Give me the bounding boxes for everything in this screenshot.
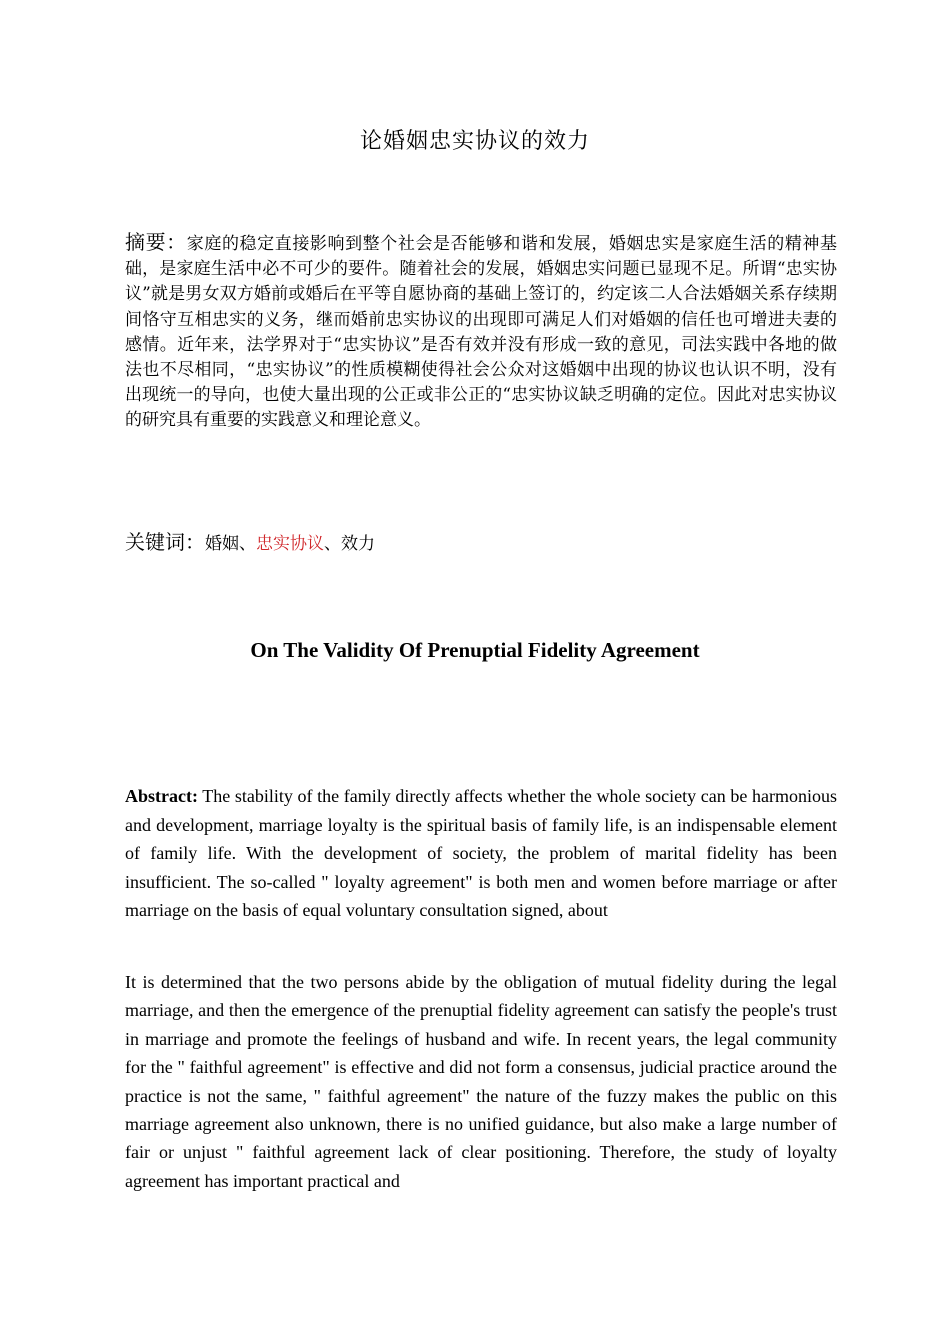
keyword-separator: 、 <box>239 534 256 554</box>
chinese-abstract-text: 家庭的稳定直接影响到整个社会是否能够和谐和发展，婚姻忠实是家庭生活的精神基础，是家庭生活中必不可少的要件。随着社会的发展，婚姻忠实问题已显现不足。所谓“忠实协议”就是男女双方婚前或婚后在平等自愿协商的基础上签订的，约定该二人合法婚姻关系存续期间恪守互相忠实的义务，继而婚前忠实协议的出现即可满足人们对婚姻的信任也可增进夫妻的感情。近年来，法学界对于“忠实协议”是否有效并没有形成一致的意见，司法实践中各地的做法也不尽相同，“忠实协议”的性质模糊使得社会公众对这婚姻中出现的协议也认识不明，没有出现统一的导向，也使大量出现的公正或非公正的“忠实协议缺乏明确的定位。因此对忠实协议的研究具有重要的实践意义和理论意义。 <box>125 234 838 431</box>
chinese-abstract-label: 摘要： <box>125 230 187 254</box>
chinese-keywords-label: 关键词： <box>125 530 205 554</box>
chinese-abstract <box>125 230 837 434</box>
english-abstract-continuation: It is determined that the two persons abide by the obligation of mutual fidelity during the legal marriage, and then the emergence of the prenuptial fidelity agreement can satisfy the people's trust in marriage and promote the feelings of husband and wife. In recent years, the legal community for the " faithful agreement" is effective and did not form a consensus, judicial practice around the practice is not the same, " faithful agreement" the nature of the fuzzy makes the public on this marriage agreement also unknown, there is no unified guidance, but also make a large number of fair or unjust " faithful agreement lack of clear positioning. Therefore, the study of loyalty agreement has important practical and <box>125 972 837 1191</box>
english-title: On The Validity Of Prenuptial Fidelity Agreement <box>250 638 700 662</box>
keyword-separator: 、 <box>324 534 341 554</box>
chinese-keywords <box>125 526 375 555</box>
keyword-marriage: 婚姻 <box>205 534 239 554</box>
english-abstract-text: The stability of the family directly affects whether the whole society can be harmonious and development, marriage loyalty is the spiritual basis of family life, is an indispensable element of family life. With the development of society, the problem of marital fidelity has been insufficient. The so-called " loyalty agreement" is both men and women before marriage or after marriage on the basis of equal voluntary consultation signed, about <box>125 786 837 921</box>
english-abstract <box>125 782 837 925</box>
keyword-validity: 效力 <box>341 534 375 554</box>
keyword-fidelity-agreement: 忠实协议 <box>256 534 324 554</box>
english-abstract-label: Abstract: <box>125 786 198 806</box>
chinese-title: 论婚姻忠实协议的效力 <box>359 129 590 154</box>
